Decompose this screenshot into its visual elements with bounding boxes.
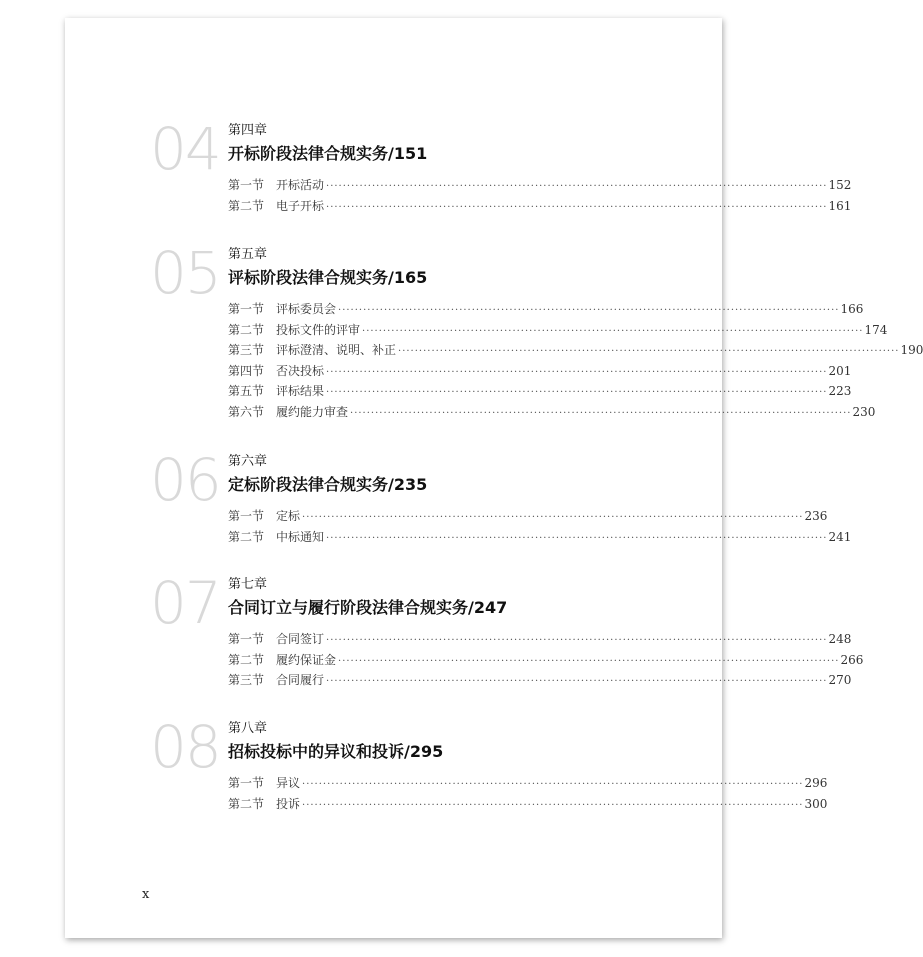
section-page: 174 [864,322,888,337]
page-number: x [142,887,150,902]
toc-entry[interactable] [228,773,828,794]
toc-entry[interactable] [228,175,852,196]
toc-entry[interactable] [228,794,828,815]
section-page: 300 [804,796,828,811]
dot-leader: ························································································································ [326,181,828,192]
toc-entry[interactable] [228,381,852,402]
chapter-label: 第四章 [228,123,268,138]
section-page: 296 [804,776,828,790]
dot-leader: ························································································································ [302,799,804,811]
section-number: 第二节 [228,198,265,213]
dot-leader: ························································································································ [302,779,804,790]
dot-leader: ························································································································ [326,635,828,646]
section-name: 定标 [276,509,301,523]
section-list [228,506,852,547]
section-number: 第三节 [228,343,265,358]
section-number: 第一节 [228,632,265,646]
section-number: 第五节 [228,384,265,399]
section-name: 投标文件的评审 [276,322,361,337]
chapter-title: 定标阶段法律合规实务/235 [228,475,428,494]
toc-entry[interactable] [228,527,852,548]
section-name: 履约能力审查 [276,404,349,419]
section-name: 异议 [276,776,301,790]
section-page: 248 [828,632,852,646]
toc-entry[interactable] [228,650,864,671]
chapter-title: 评标阶段法律合规实务/165 [228,268,428,287]
section-name: 履约保证金 [276,652,337,667]
toc-entry[interactable] [228,506,828,527]
dot-leader: ························································································································ [326,532,828,544]
toc-entry[interactable] [228,361,852,382]
chapter-number: 08 [150,713,220,781]
dot-leader: ························································································································ [338,655,840,667]
section-name: 中标通知 [276,529,325,544]
chapter-number: 06 [150,446,220,514]
dot-leader: ························································································································ [326,676,828,688]
section-page: 230 [852,404,876,419]
section-number: 第三节 [228,673,265,688]
section-page: 161 [828,198,852,213]
section-page: 266 [840,652,864,667]
section-list [228,629,864,691]
toc-entry[interactable] [228,629,852,650]
dot-leader: ························································································································ [362,325,864,337]
dot-leader: ························································································································ [326,201,828,213]
dot-leader: ························································································································ [326,366,828,378]
section-name: 开标活动 [276,178,325,192]
section-number: 第一节 [228,509,265,523]
section-page: 166 [840,302,864,316]
chapter-number: 07 [150,569,220,637]
section-page: 270 [828,673,852,688]
chapter-number: 04 [150,115,220,183]
chapter-title: 招标投标中的异议和投诉/295 [228,742,444,761]
section-page: 201 [828,363,852,378]
section-number: 第二节 [228,652,265,667]
section-number: 第二节 [228,529,265,544]
dot-leader: ························································································································ [338,305,840,316]
toc-entry[interactable] [228,340,923,361]
section-page: 190 [900,343,923,358]
section-number: 第二节 [228,322,265,337]
chapter-number: 05 [150,239,220,307]
section-page: 223 [828,384,852,399]
chapter-label: 第六章 [228,454,268,469]
section-number: 第一节 [228,776,265,790]
section-page: 236 [804,509,828,523]
section-page: 241 [828,529,852,544]
section-name: 投诉 [276,796,301,811]
chapter-title: 开标阶段法律合规实务/151 [228,144,428,163]
toc-entry[interactable] [228,196,852,217]
toc-entry[interactable] [228,670,852,691]
section-page: 152 [828,178,852,192]
section-name: 评标澄清、说明、补正 [276,343,397,358]
section-name: 否决投标 [276,363,325,378]
section-list [228,299,923,423]
section-list [228,773,828,814]
section-number: 第六节 [228,404,265,419]
section-number: 第一节 [228,178,265,192]
toc-entry[interactable] [228,320,888,341]
section-name: 合同履行 [276,673,325,688]
chapter-label: 第七章 [228,577,268,592]
chapter-label: 第八章 [228,721,268,736]
section-name: 电子开标 [276,198,325,213]
book-page [65,18,923,938]
section-name: 合同签订 [276,632,325,646]
toc-entry[interactable] [228,299,864,320]
toc-entry[interactable] [228,402,876,423]
dot-leader: ························································································································ [326,387,828,399]
dot-leader: ························································································································ [350,407,852,419]
section-name: 评标结果 [276,384,325,399]
section-number: 第一节 [228,302,265,316]
dot-leader: ························································································································ [302,512,804,523]
chapter-label: 第五章 [228,247,268,262]
section-list [228,175,852,216]
section-name: 评标委员会 [276,302,337,316]
section-number: 第四节 [228,363,265,378]
section-number: 第二节 [228,796,265,811]
dot-leader: ························································································································ [398,346,900,358]
chapter-title: 合同订立与履行阶段法律合规实务/247 [228,598,508,617]
